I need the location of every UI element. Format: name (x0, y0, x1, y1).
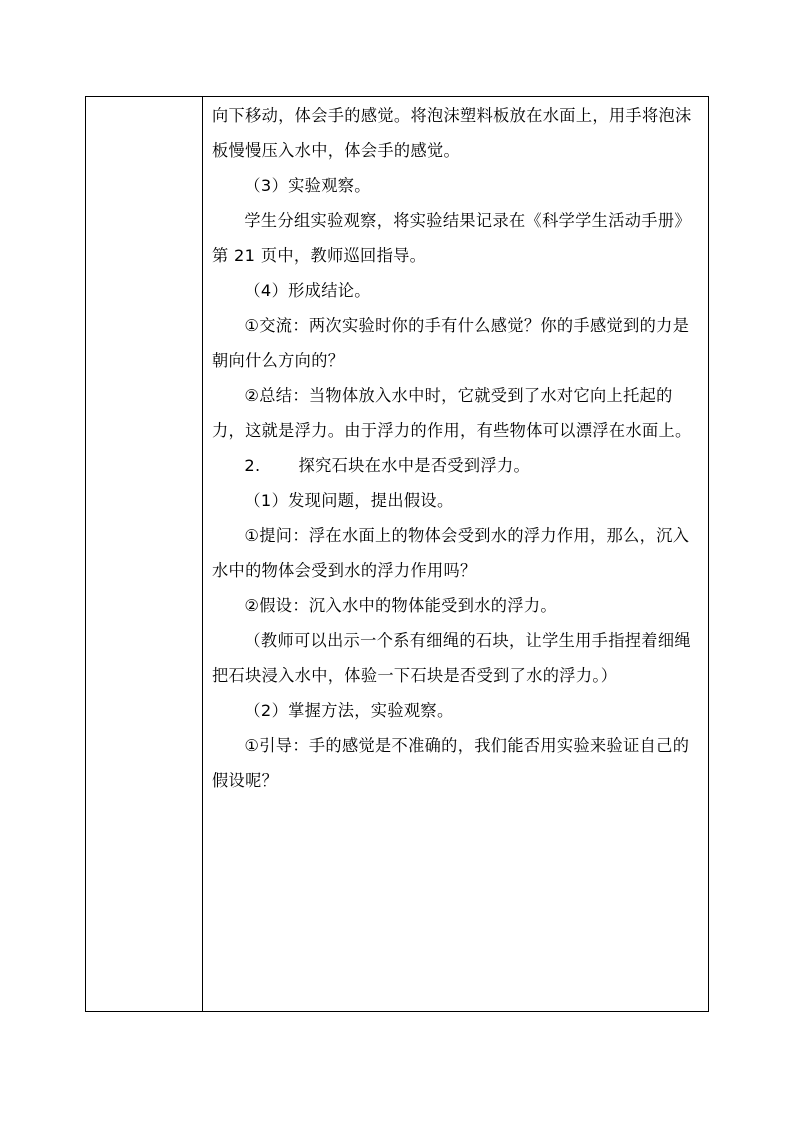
paragraph-hypothesis: ②假设：沉入水中的物体能受到水的浮力。 (244, 596, 557, 615)
paragraph-summary: ②总结：当物体放入水中时，它就受到了水对它向上托起的力，这就是浮力。由于浮力的作用，有些物体可以漂浮在水面上。 (212, 386, 692, 440)
paragraph-exchange: ①交流：两次实验时你的手有什么感觉？你的手感觉到的力是朝向什么方向的？ (212, 316, 690, 370)
paragraph-substep-1-heading: （1）发现问题，提出假设。 (244, 491, 454, 510)
table-row (86, 97, 709, 1012)
content-cell (203, 97, 709, 1012)
paragraph-guidance: ①引导：手的感觉是不准确的，我们能否用实验来验证自己的假设呢？ (212, 736, 690, 790)
lesson-content (212, 97, 702, 798)
paragraph-step-3-heading: （3）实验观察。 (244, 176, 371, 195)
paragraph-teacher-note: （教师可以出示一个系有细绳的石块，让学生用手指捏着细绳把石块浸入水中，体验一下石块是否受到了水的浮力。） (212, 631, 691, 685)
paragraph-group-observation: 学生分组实验观察，将实验结果记录在《科学学生活动手册》第 21 页中，教师巡回指导。 (212, 211, 691, 265)
section-2-title: 探究石块在水中是否受到浮力。 (298, 456, 531, 475)
paragraph-continued: 向下移动，体会手的感觉。将泡沫塑料板放在水面上，用手将泡沫板慢慢压入水中，体会手的感觉。 (212, 106, 692, 160)
paragraph-substep-2-heading: （2）掌握方法，实验观察。 (244, 701, 454, 720)
lesson-table (85, 96, 709, 1012)
paragraph-question: ①提问：浮在水面上的物体会受到水的浮力作用，那么，沉入水中的物体会受到水的浮力作用吗？ (212, 526, 690, 580)
section-2-heading (212, 448, 702, 483)
paragraph-step-4-heading: （4）形成结论。 (244, 281, 371, 300)
left-empty-cell (86, 97, 203, 1012)
section-number: 2. (244, 456, 261, 475)
